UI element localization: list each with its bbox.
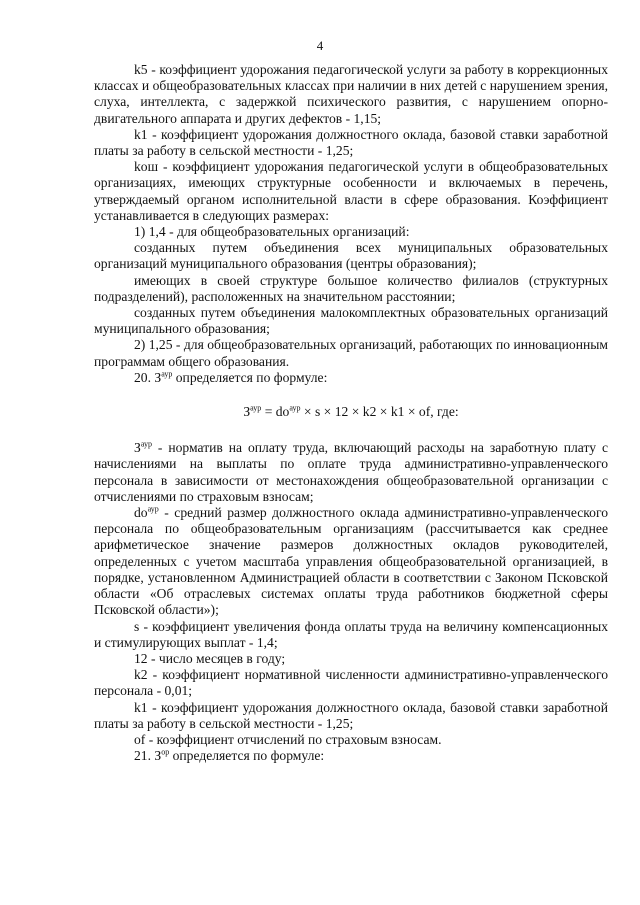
item-20-sup: аур bbox=[161, 369, 173, 379]
definition-s: s - коэффициент увеличения фонда оплаты труда на величину компенсационных и стимулирующих выплат - 1,4; bbox=[94, 618, 608, 650]
definition-do-sup: аур bbox=[147, 504, 159, 514]
formula-zaur bbox=[94, 404, 608, 420]
formula-eq: = do bbox=[261, 404, 290, 420]
item-21-sup: ор bbox=[161, 747, 170, 757]
item-20-prefix: 20. З bbox=[134, 369, 162, 385]
definition-zaur-text: - норматив на оплату труда, включающий расходы на заработную плату с начислениями на выплаты по оплате труда административно-управленческого персонала в зависимости от местонахождения общеобразовательной организации с отчислениями по страховым взносам; bbox=[94, 440, 608, 504]
paragraph-kosh: kош - коэффициент удорожания педагогической услуги в общеобразовательных организациях, имеющих структурные особенности и включаемых в перечень, утверждаемый органом исполнительной власти в сфере образования. Коэффициент устанавливается в следующих размерах: bbox=[94, 159, 608, 223]
formula-lhs-sup: аур bbox=[250, 403, 262, 413]
paragraph-k1: k1 - коэффициент удорожания должностного оклада, базовой ставки заработной платы за работу в сельской местности - 1,25; bbox=[94, 126, 608, 159]
list-item-1-25: 2) 1,25 - для общеобразовательных организаций, работающих по инновационным программам общего образования. bbox=[94, 337, 608, 369]
definition-k1: k1 - коэффициент удорожания должностного оклада, базовой ставки заработной платы за работу в сельской местности - 1,25; bbox=[94, 699, 608, 731]
page-number: 4 bbox=[316, 38, 324, 53]
item-21-prefix: 21. З bbox=[134, 748, 162, 764]
list-subitem-centers: созданных путем объединения всех муниципальных образовательных организаций муниципального образования (центры образования); bbox=[94, 240, 608, 272]
definition-do-term: do bbox=[134, 505, 148, 521]
item-20-suffix: определяется по формуле: bbox=[172, 369, 328, 385]
definition-do-text: - средний размер должностного оклада административно-управленческого персонала по общеобразовательным организациям (рассчитывается как среднее арифметическое значение размеров должностных окладов руководителей, определенных с учетом масштаба управления общеобразовательной организацией, в порядке, установленном Администрацией области в соответствии с Законом Псковской области «Об отраслевых системах оплаты труда работников бюджетной сферы Псковской области»); bbox=[94, 505, 608, 618]
list-item-1-4: 1) 1,4 - для общеобразовательных организаций: bbox=[134, 224, 410, 240]
paragraph-k5: k5 - коэффициент удорожания педагогической услуги за работу в коррекционных классах и общеобразовательных классах при наличии в них детей с нарушением зрения, слуха, интеллекта, с задержкой психического развития, с нарушением опорно-двигательного аппарата и других дефектов - 1,15; bbox=[94, 62, 608, 126]
item-21-suffix: определяется по формуле: bbox=[169, 748, 325, 764]
item-21-heading bbox=[94, 748, 608, 764]
definition-of: of - коэффициент отчислений по страховым взносам. bbox=[134, 731, 442, 747]
definition-do bbox=[94, 505, 608, 618]
list-subitem-small: созданных путем объединения малокомплектных образовательных организаций муниципального образования; bbox=[94, 305, 608, 337]
definition-zaur-sup: аур bbox=[140, 439, 152, 449]
item-20-heading bbox=[94, 370, 608, 386]
definition-k2: k2 - коэффициент нормативной численности административно-управленческого персонала - 0,01; bbox=[94, 667, 608, 699]
formula-do-sup: аур bbox=[289, 403, 301, 413]
document-body bbox=[94, 62, 608, 764]
formula-rest: × s × 12 × k2 × k1 × of, где: bbox=[300, 404, 459, 420]
formula-lhs: З bbox=[243, 404, 251, 420]
definition-zaur-term: З bbox=[134, 440, 141, 456]
definition-zaur bbox=[94, 440, 608, 505]
definition-12: 12 - число месяцев в году; bbox=[134, 650, 286, 666]
list-subitem-branches: имеющих в своей структуре большое количество филиалов (структурных подразделений), расположенных на значительном расстоянии; bbox=[94, 272, 608, 304]
